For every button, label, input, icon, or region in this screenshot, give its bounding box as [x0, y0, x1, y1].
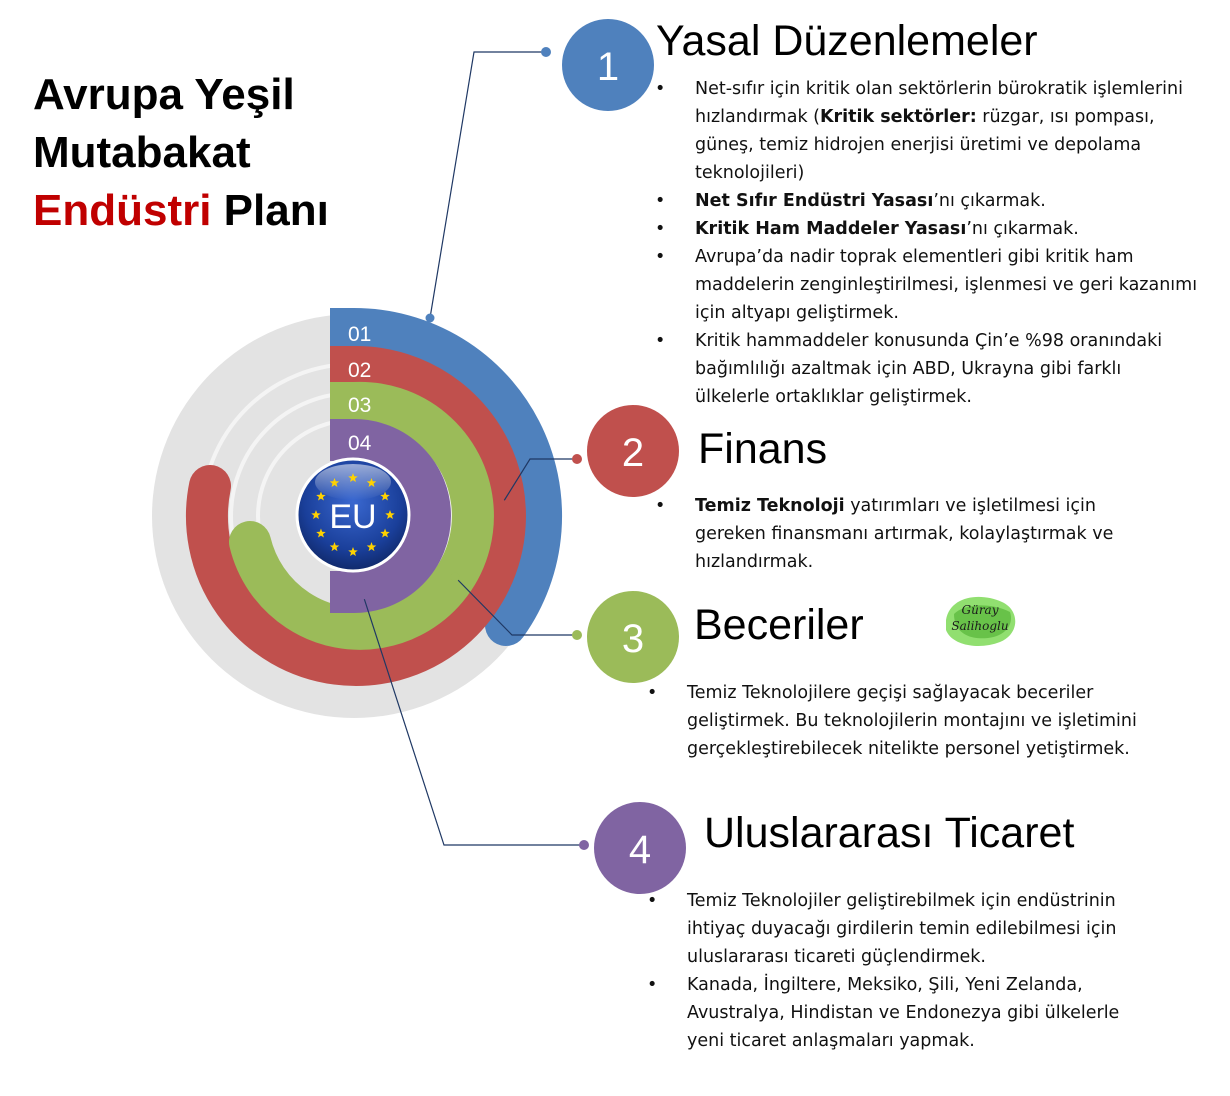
eu-badge [297, 459, 409, 571]
signature-watermark [940, 590, 1022, 650]
ring-label-02: 02 [348, 359, 372, 382]
section-title-yasal-duzenlemeler: Yasal Düzenlemeler [656, 17, 1038, 65]
section-4-bullet-item [647, 971, 1122, 1055]
bullet-text: Kanada, İngiltere, Meksiko, Şili, Yeni Zelanda, Avustralya, Hindistan ve Endonezya gibi ülkelerle yeni ticaret anlaşmaları yapmak. [687, 975, 1120, 1051]
section-1-bullet-item [655, 215, 1200, 243]
connector-dot-1-start [426, 314, 435, 323]
bullet-bold-text: Kritik sektörler: [819, 107, 977, 127]
number-text-1: 1 [596, 45, 620, 89]
section-2-bullet-list [655, 492, 1155, 576]
signature-line-1: Güray [961, 603, 999, 617]
section-3-bullet-list [647, 679, 1147, 763]
bullet-bold-text: Kritik Ham Maddeler Yasası [695, 219, 967, 239]
signature-line-2: Salihoglu [951, 619, 1009, 633]
connector-dot-2-end [572, 454, 582, 464]
bullet-text: Temiz Teknolojiler geliştirebilmek için endüstrinin ihtiyaç duyacağı girdilerin temin edilebilmesi için uluslararası ticareti güçlendirmek. [687, 891, 1117, 967]
connector-dot-4-end [579, 840, 589, 850]
title-line-2: Mutabakat [33, 128, 251, 177]
eu-badge-text: EU [329, 498, 377, 536]
connector-line-1 [430, 52, 546, 318]
title-line-3-rest: Planı [211, 186, 329, 235]
number-text-4: 4 [628, 828, 652, 872]
section-4-bullet-list [647, 887, 1122, 1055]
connector-dot-2-start [498, 500, 507, 509]
connector-dot-4-start [359, 591, 368, 600]
section-2-bullet-item [655, 492, 1155, 576]
bullet-text: rüzgar, ısı pompası, güneş, temiz hidrojen enerjisi üretimi ve depolama teknolojileri) [695, 107, 1155, 183]
section-title-uluslararasi-ticaret: Uluslararası Ticaret [704, 809, 1075, 857]
ring-label-04: 04 [348, 432, 372, 455]
bullet-text: Net-sıfır için kritik olan sektörlerin bürokratik işlemlerini hızlandırmak ( [695, 79, 1183, 127]
bullet-text: Kritik hammaddeler konusunda Çin’e %98 oranındaki bağımlılığı azaltmak için ABD, Ukrayna gibi farklı ülkelerle ortaklıklar geliştirmek. [695, 331, 1163, 407]
section-1-bullet-item [655, 327, 1200, 411]
section-title-beceriler: Beceriler [694, 601, 864, 649]
ring-label-03: 03 [348, 394, 372, 417]
bullet-text: yatırımları ve işletilmesi için gereken finansmanı artırmak, kolaylaştırmak ve hızlandırmak. [695, 496, 1114, 572]
connector-dot-3-end [572, 630, 582, 640]
section-1-bullet-item [655, 187, 1200, 215]
arc-purple-04-bottom-edge [330, 571, 354, 613]
section-1-bullet-item [655, 75, 1200, 187]
bullet-text: ’nı çıkarmak. [933, 191, 1046, 211]
connector-dot-3-start [451, 573, 460, 582]
bullet-text: Temiz Teknolojilere geçişi sağlayacak beceriler geliştirmek. Bu teknolojilerin montajını ve işletimini gerçekleştirebilecek nitelikte personel yetiştirmek. [687, 683, 1137, 759]
section-1-bullet-list [655, 75, 1200, 411]
ring-label-01: 01 [348, 323, 372, 346]
bullet-bold-text: Net Sıfır Endüstri Yasası [695, 191, 934, 211]
section-title-finans: Finans [698, 425, 828, 473]
bullet-text: ’nı çıkarmak. [966, 219, 1079, 239]
title-highlight: Endüstri [33, 186, 212, 235]
title-line-1: Avrupa Yeşil [33, 70, 295, 119]
bullet-bold-text: Temiz Teknoloji [695, 496, 845, 516]
connector-dot-1-end [541, 47, 551, 57]
section-3-bullet-item [647, 679, 1147, 763]
section-1-bullet-item [655, 243, 1200, 327]
section-4-bullet-item [647, 887, 1122, 971]
bullet-text: Avrupa’da nadir toprak elementleri gibi kritik ham maddelerin zenginleştirilmesi, işlenmesi ve geri kazanımı için altyapı geliştirmek. [695, 247, 1198, 323]
number-text-2: 2 [621, 431, 645, 475]
number-text-3: 3 [621, 617, 645, 661]
